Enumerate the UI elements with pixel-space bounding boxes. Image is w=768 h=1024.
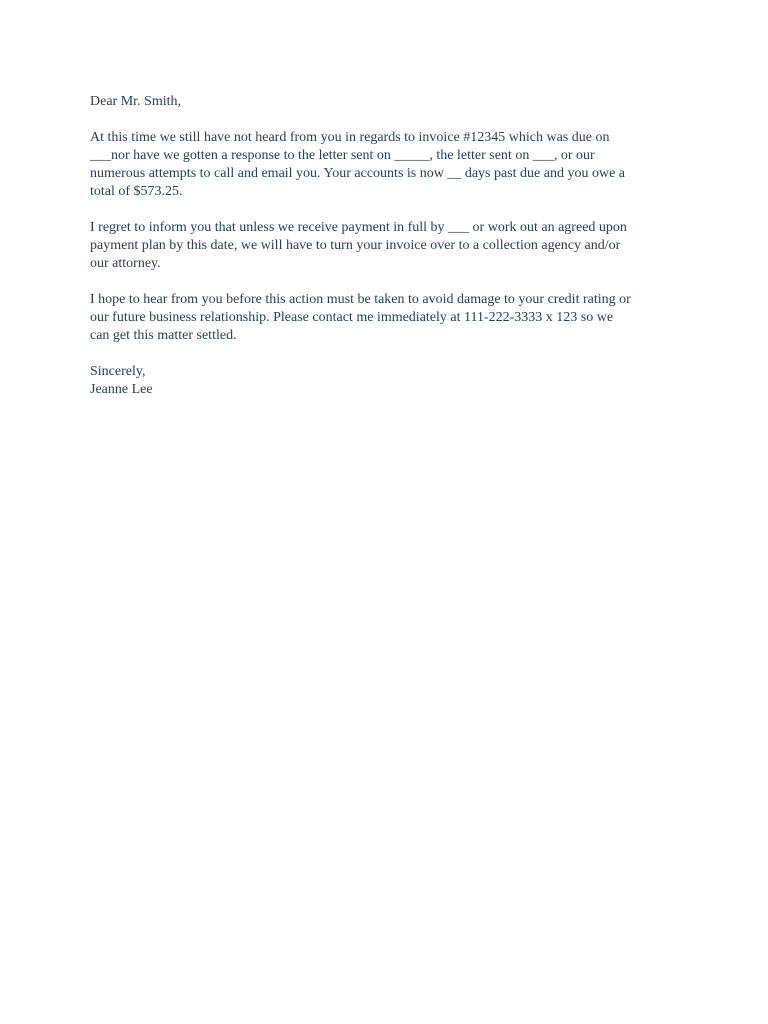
paragraph-line: our future business relationship. Please contact me immediately at 111-222-3333 x 123 so we — [90, 310, 614, 325]
salutation: Dear Mr. Smith, — [90, 94, 181, 109]
paragraph-invoice-status — [90, 129, 710, 201]
paragraph-line: our attorney. — [90, 256, 161, 271]
paragraph-line: I hope to hear from you before this action must be taken to avoid damage to your credit rating or — [90, 292, 631, 307]
signature-name: Jeanne Lee — [90, 382, 153, 397]
paragraph-contact-request — [90, 291, 710, 345]
paragraph-line: At this time we still have not heard from you in regards to invoice #12345 which was due on — [90, 130, 610, 145]
paragraph-collection-warning — [90, 219, 710, 273]
closing-block — [90, 363, 710, 399]
paragraph-line: can get this matter settled. — [90, 328, 237, 343]
closing: Sincerely, — [90, 364, 146, 379]
paragraph-line: numerous attempts to call and email you. Your accounts is now __ days past due and you owe a — [90, 166, 626, 181]
paragraph-line: ___nor have we gotten a response to the letter sent on _____, the letter sent on ___, or our — [90, 148, 595, 163]
paragraph-line: payment plan by this date, we will have to turn your invoice over to a collection agency and/or — [90, 238, 621, 253]
letter-body — [90, 93, 710, 417]
paragraph-line: I regret to inform you that unless we receive payment in full by ___ or work out an agreed upon — [90, 220, 627, 235]
paragraph-line: total of $573.25. — [90, 184, 183, 199]
